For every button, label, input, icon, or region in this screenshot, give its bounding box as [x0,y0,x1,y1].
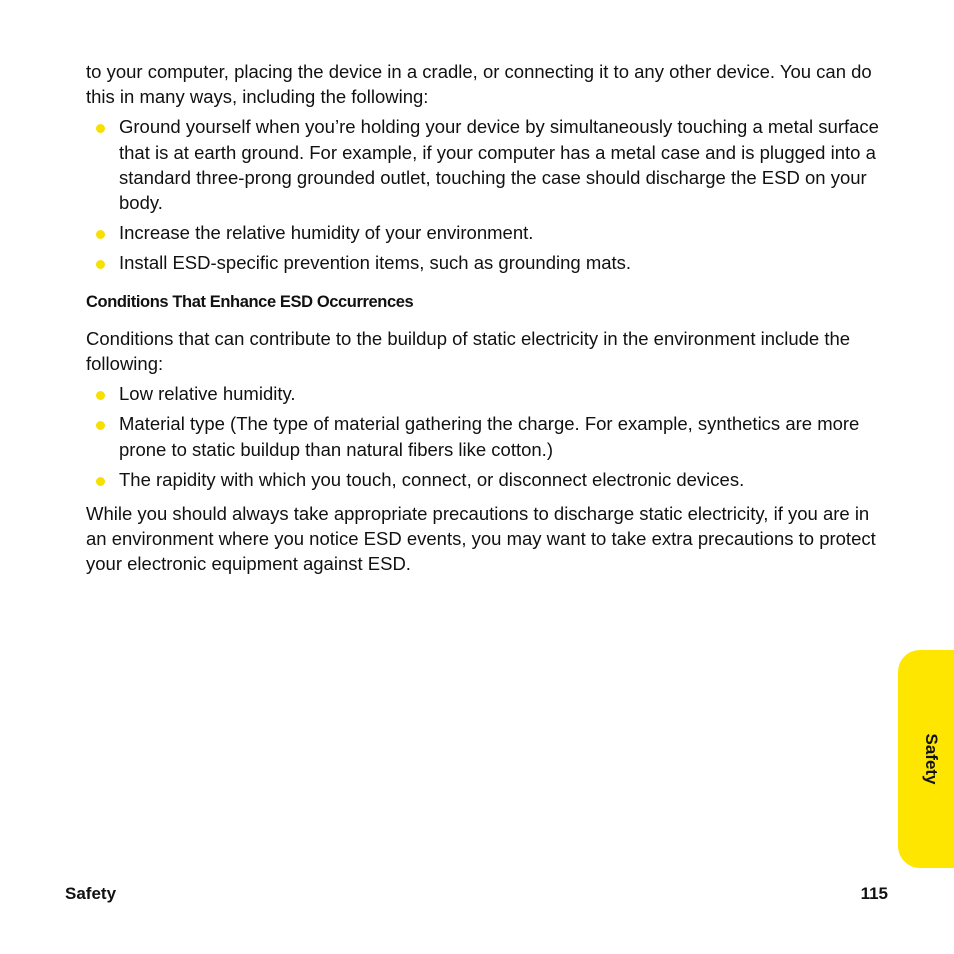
list-item [86,250,886,275]
bullet-icon [96,124,105,133]
conditions-list [86,381,886,492]
list-item-text: Material type (The type of material gathering the charge. For example, synthetics are more prone to static buildup than natural fibers like cotton.) [119,413,860,460]
section-subheading: Conditions That Enhance ESD Occurrences [86,292,414,311]
closing-paragraph: While you should always take appropriate precautions to discharge static electricity, if you are in an environment where you notice ESD events, you may want to take extra precautions to protect your electronic equipment against ESD. [86,503,876,575]
list-item [86,114,886,215]
footer-section-name: Safety [65,884,117,903]
list-item-text: Ground yourself when you’re holding your device by simultaneously touching a metal surface that is at earth ground. For example, if your computer has a metal case and is plugged into a standard three-prong grounded outlet, touching the case should discharge the ESD on your body. [119,116,879,214]
list-item [86,381,886,406]
section-tab-label: Safety [922,733,941,785]
bullet-icon [96,230,105,239]
bullet-icon [96,421,105,430]
page-number: 115 [860,884,888,903]
list-item-text: The rapidity with which you touch, connect, or disconnect electronic devices. [119,468,745,490]
list-item-text: Increase the relative humidity of your environment. [119,222,534,244]
esd-prevention-list [86,114,886,275]
conditions-intro: Conditions that can contribute to the buildup of static electricity in the environment include the following: [86,327,851,375]
page-content [86,59,886,577]
bullet-icon [96,477,105,486]
intro-paragraph: to your computer, placing the device in a cradle, or connecting it to any other device. You can do this in many ways, including the following: [86,61,872,108]
bullet-icon [96,260,105,269]
list-item-text: Install ESD-specific prevention items, such as grounding mats. [119,252,632,274]
list-item [86,411,886,461]
list-item [86,467,886,492]
list-item [86,220,886,245]
list-item-text: Low relative humidity. [119,383,296,405]
bullet-icon [96,391,105,400]
